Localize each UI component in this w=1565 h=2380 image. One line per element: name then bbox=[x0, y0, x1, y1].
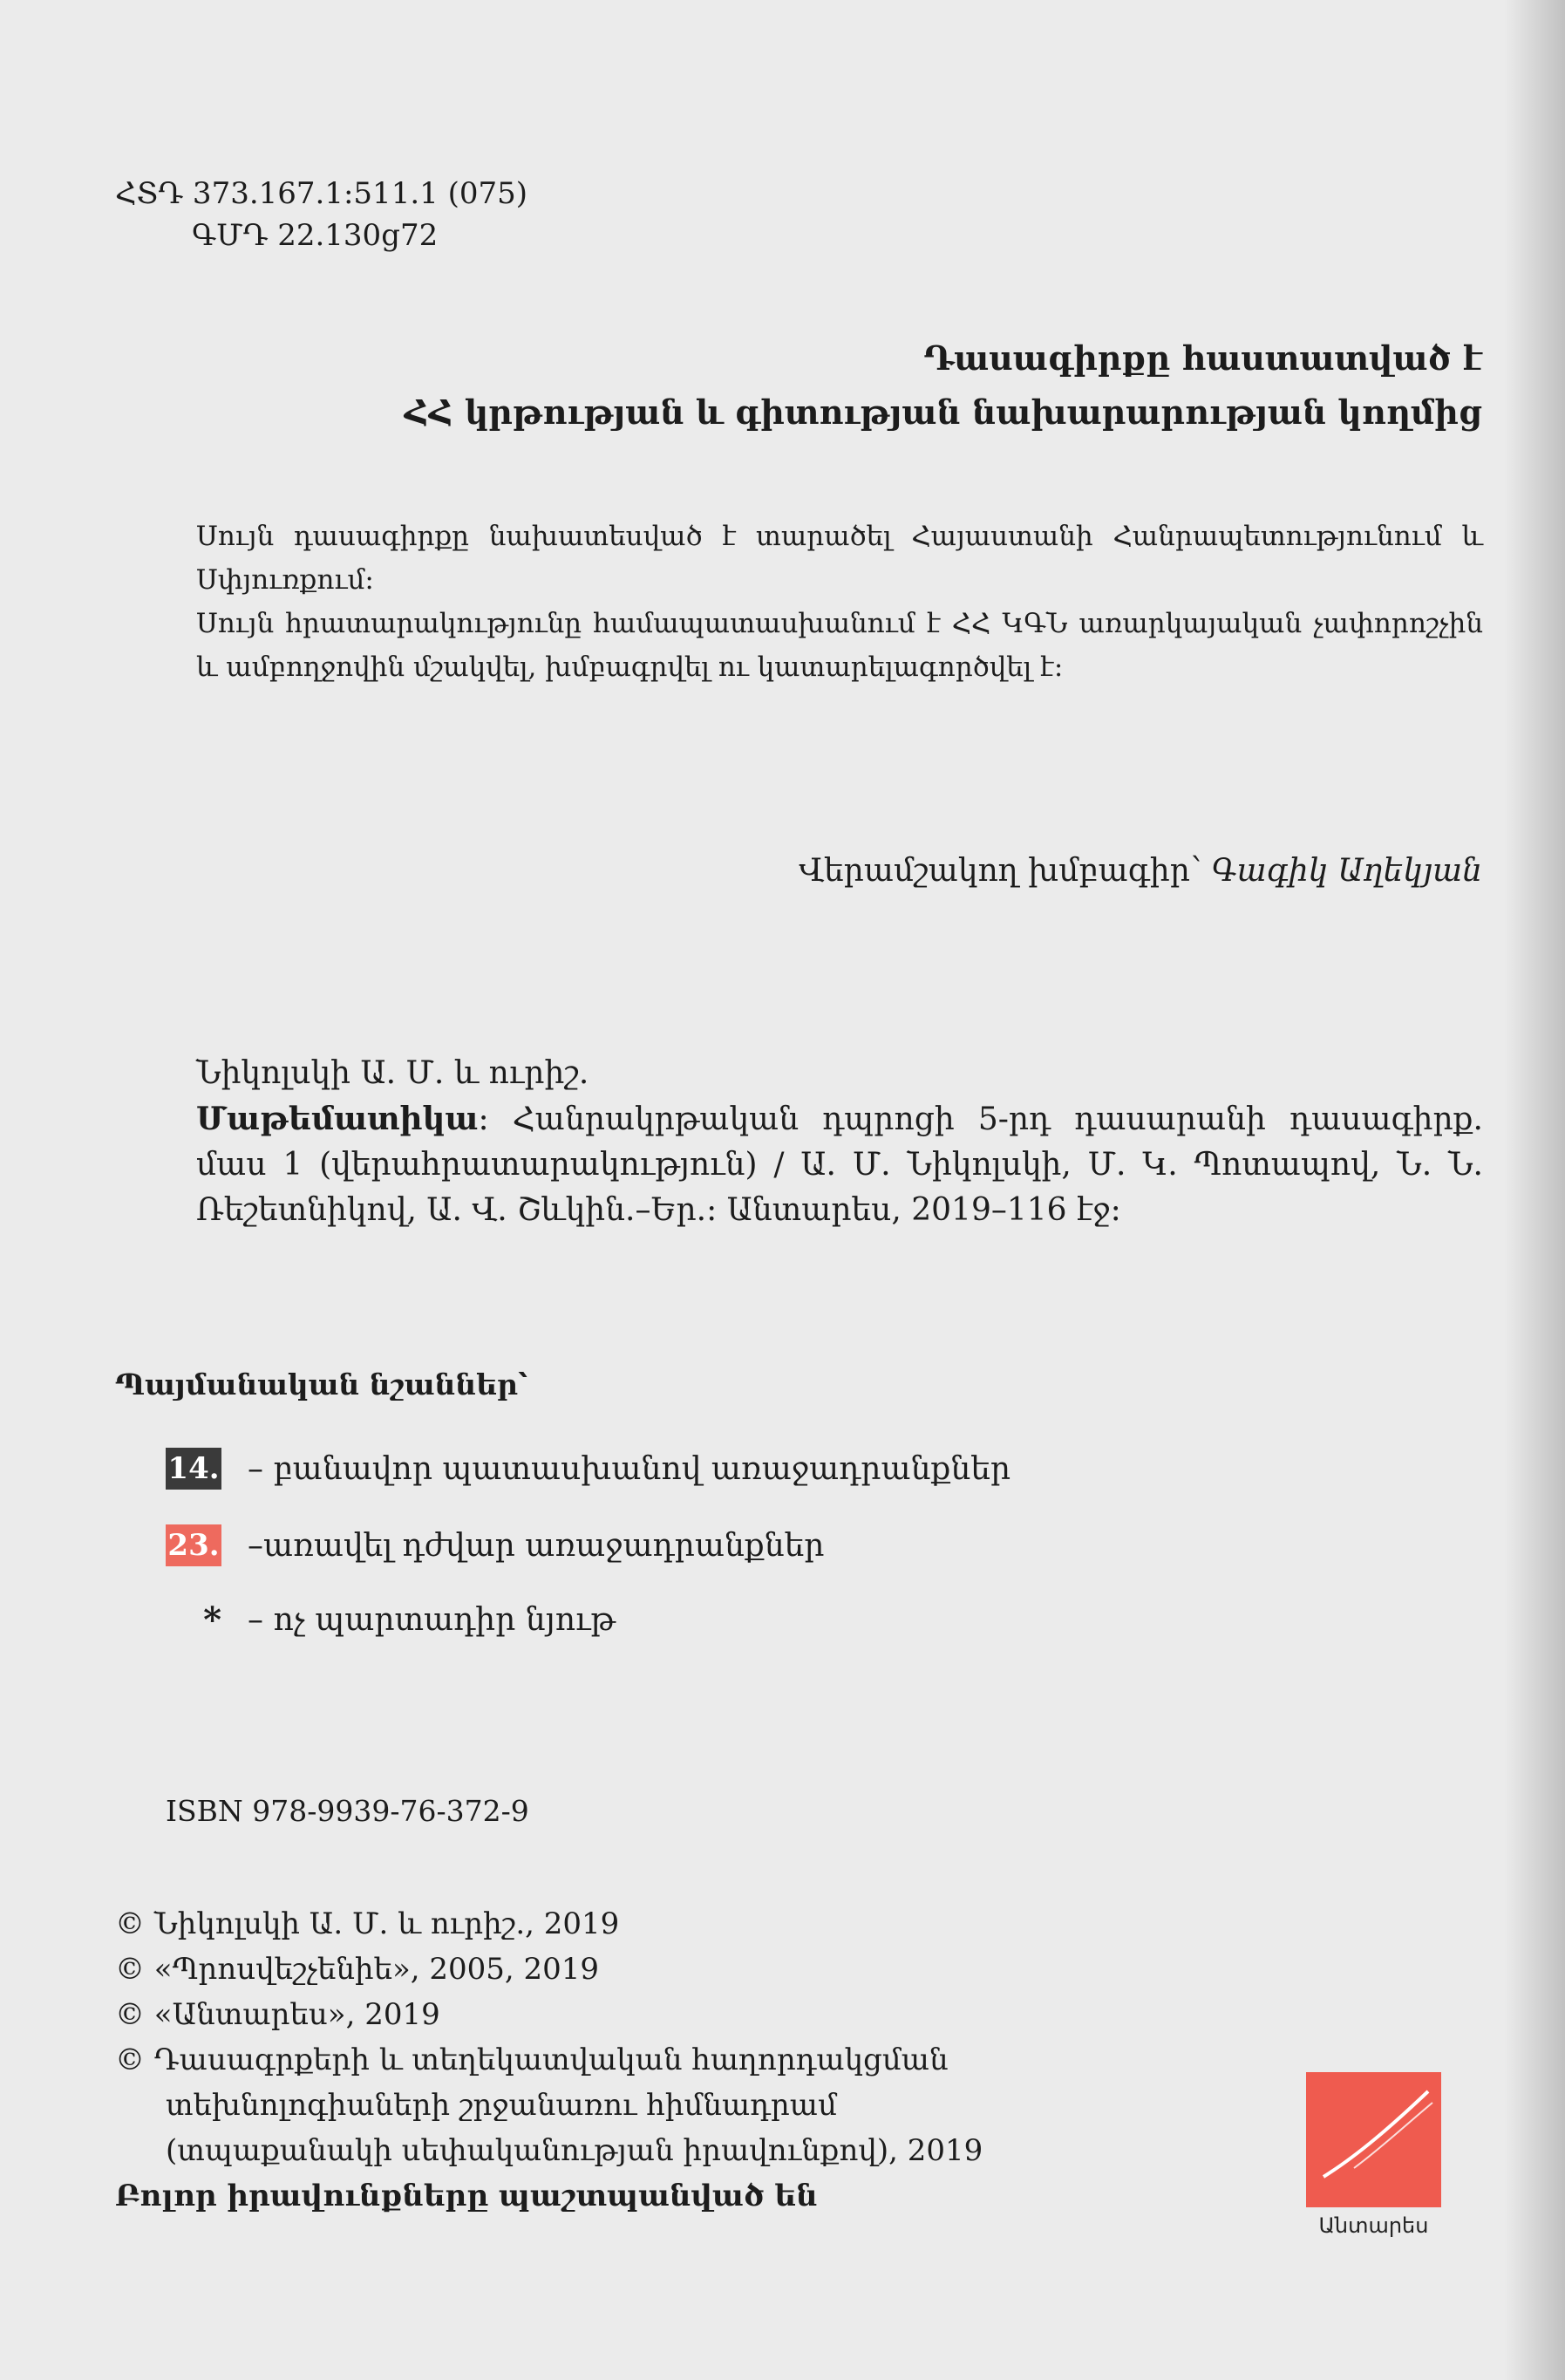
legend-text: – ոչ պարտադիր նյութ bbox=[248, 1602, 616, 1638]
legend-item bbox=[166, 1448, 1010, 1490]
legend-item bbox=[166, 1599, 616, 1640]
standard-paragraph: Սույն հրատարակությունը համապատասխանում է ՀՀ ԿԳՆ առարկայական չափորոշչին և ամբողջովին մշակվել, խմբագրվել ու կատարելագործվել է: bbox=[196, 608, 1483, 683]
classification-codes bbox=[115, 173, 527, 256]
copyright-line: տեխնոլոգիաների շրջանառու հիմնադրամ bbox=[166, 2088, 837, 2123]
copyright-line: © «Պրոսվեշչենիե», 2005, 2019 bbox=[115, 1952, 600, 1987]
distribution-note bbox=[196, 515, 1483, 689]
isbn: ISBN 978-9939-76-372-9 bbox=[166, 1794, 529, 1828]
bbk-code: ԳՄԴ 22.130ց72 bbox=[192, 218, 439, 253]
editor-name: Գագիկ Աղեկյան bbox=[1211, 853, 1482, 889]
copyright-line: © «Անտարես», 2019 bbox=[115, 1997, 440, 2032]
rights-reserved: Բոլոր իրավունքները պաշտպանված են bbox=[115, 2179, 818, 2213]
distribution-paragraph: Սույն դասագիրքը նախատեսված է տարածել Հայաստանի Հանրապետությունում և Սփյուռքում: bbox=[196, 521, 1483, 596]
udc-code: ՀՏԴ 373.167.1:511.1 (075) bbox=[115, 176, 527, 211]
page-edge-shadow bbox=[1504, 0, 1565, 2380]
bib-description bbox=[196, 1096, 1483, 1233]
bib-details: : Հանրակրթական դպրոցի 5-րդ դասարանի դասագիրք. մաս 1 (վերահրատարակություն) / Ա. Մ. Նիկոլսկի, Մ. Կ. Պոտապով, Ն. Ն. Ռեշետնիկով, Ա. Վ. Շևկին.–Եր.: Անտարես, 2019–116 էջ: bbox=[196, 1101, 1483, 1228]
legend-text: – բանավոր պատասխանով առաջադրանքներ bbox=[248, 1450, 1011, 1487]
oral-task-badge: 14. bbox=[166, 1448, 221, 1490]
publisher-logo-icon bbox=[1306, 2072, 1441, 2207]
editor-line bbox=[799, 853, 1482, 889]
legend-text: –առավել դժվար առաջադրանքներ bbox=[248, 1527, 825, 1564]
bib-title: Մաթեմատիկա bbox=[196, 1101, 479, 1137]
legend-item bbox=[166, 1524, 824, 1566]
copyright-line: (տպաքանակի սեփականության իրավունքով), 2019 bbox=[166, 2133, 983, 2168]
approval-line-2: ՀՀ կրթության և գիտության նախարարության կողմից bbox=[404, 392, 1482, 432]
hard-task-badge: 23. bbox=[166, 1524, 221, 1566]
editor-label: Վերամշակող խմբագիր՝ bbox=[799, 853, 1201, 889]
optional-star-icon: * bbox=[203, 1599, 221, 1640]
legend-title: Պայմանական նշաններ՝ bbox=[115, 1367, 527, 1401]
bib-authors: Նիկոլսկի Ա. Մ. և ուրիշ. bbox=[196, 1055, 589, 1091]
logo-mark-icon bbox=[1306, 2072, 1441, 2207]
publisher-logo-label: Անտարես bbox=[1318, 2213, 1429, 2238]
approval-note bbox=[405, 331, 1482, 440]
copyright-line: © Նիկոլսկի Ա. Մ. և ուրիշ., 2019 bbox=[115, 1906, 620, 1941]
bibliographic-record bbox=[196, 1051, 1483, 1233]
approval-line-1: Դասագիրքը հաստատված է bbox=[923, 338, 1482, 378]
copyright-line: © Դասագրքերի և տեղեկատվական հաղորդակցման bbox=[115, 2042, 949, 2077]
copyright-block bbox=[115, 1901, 983, 2219]
